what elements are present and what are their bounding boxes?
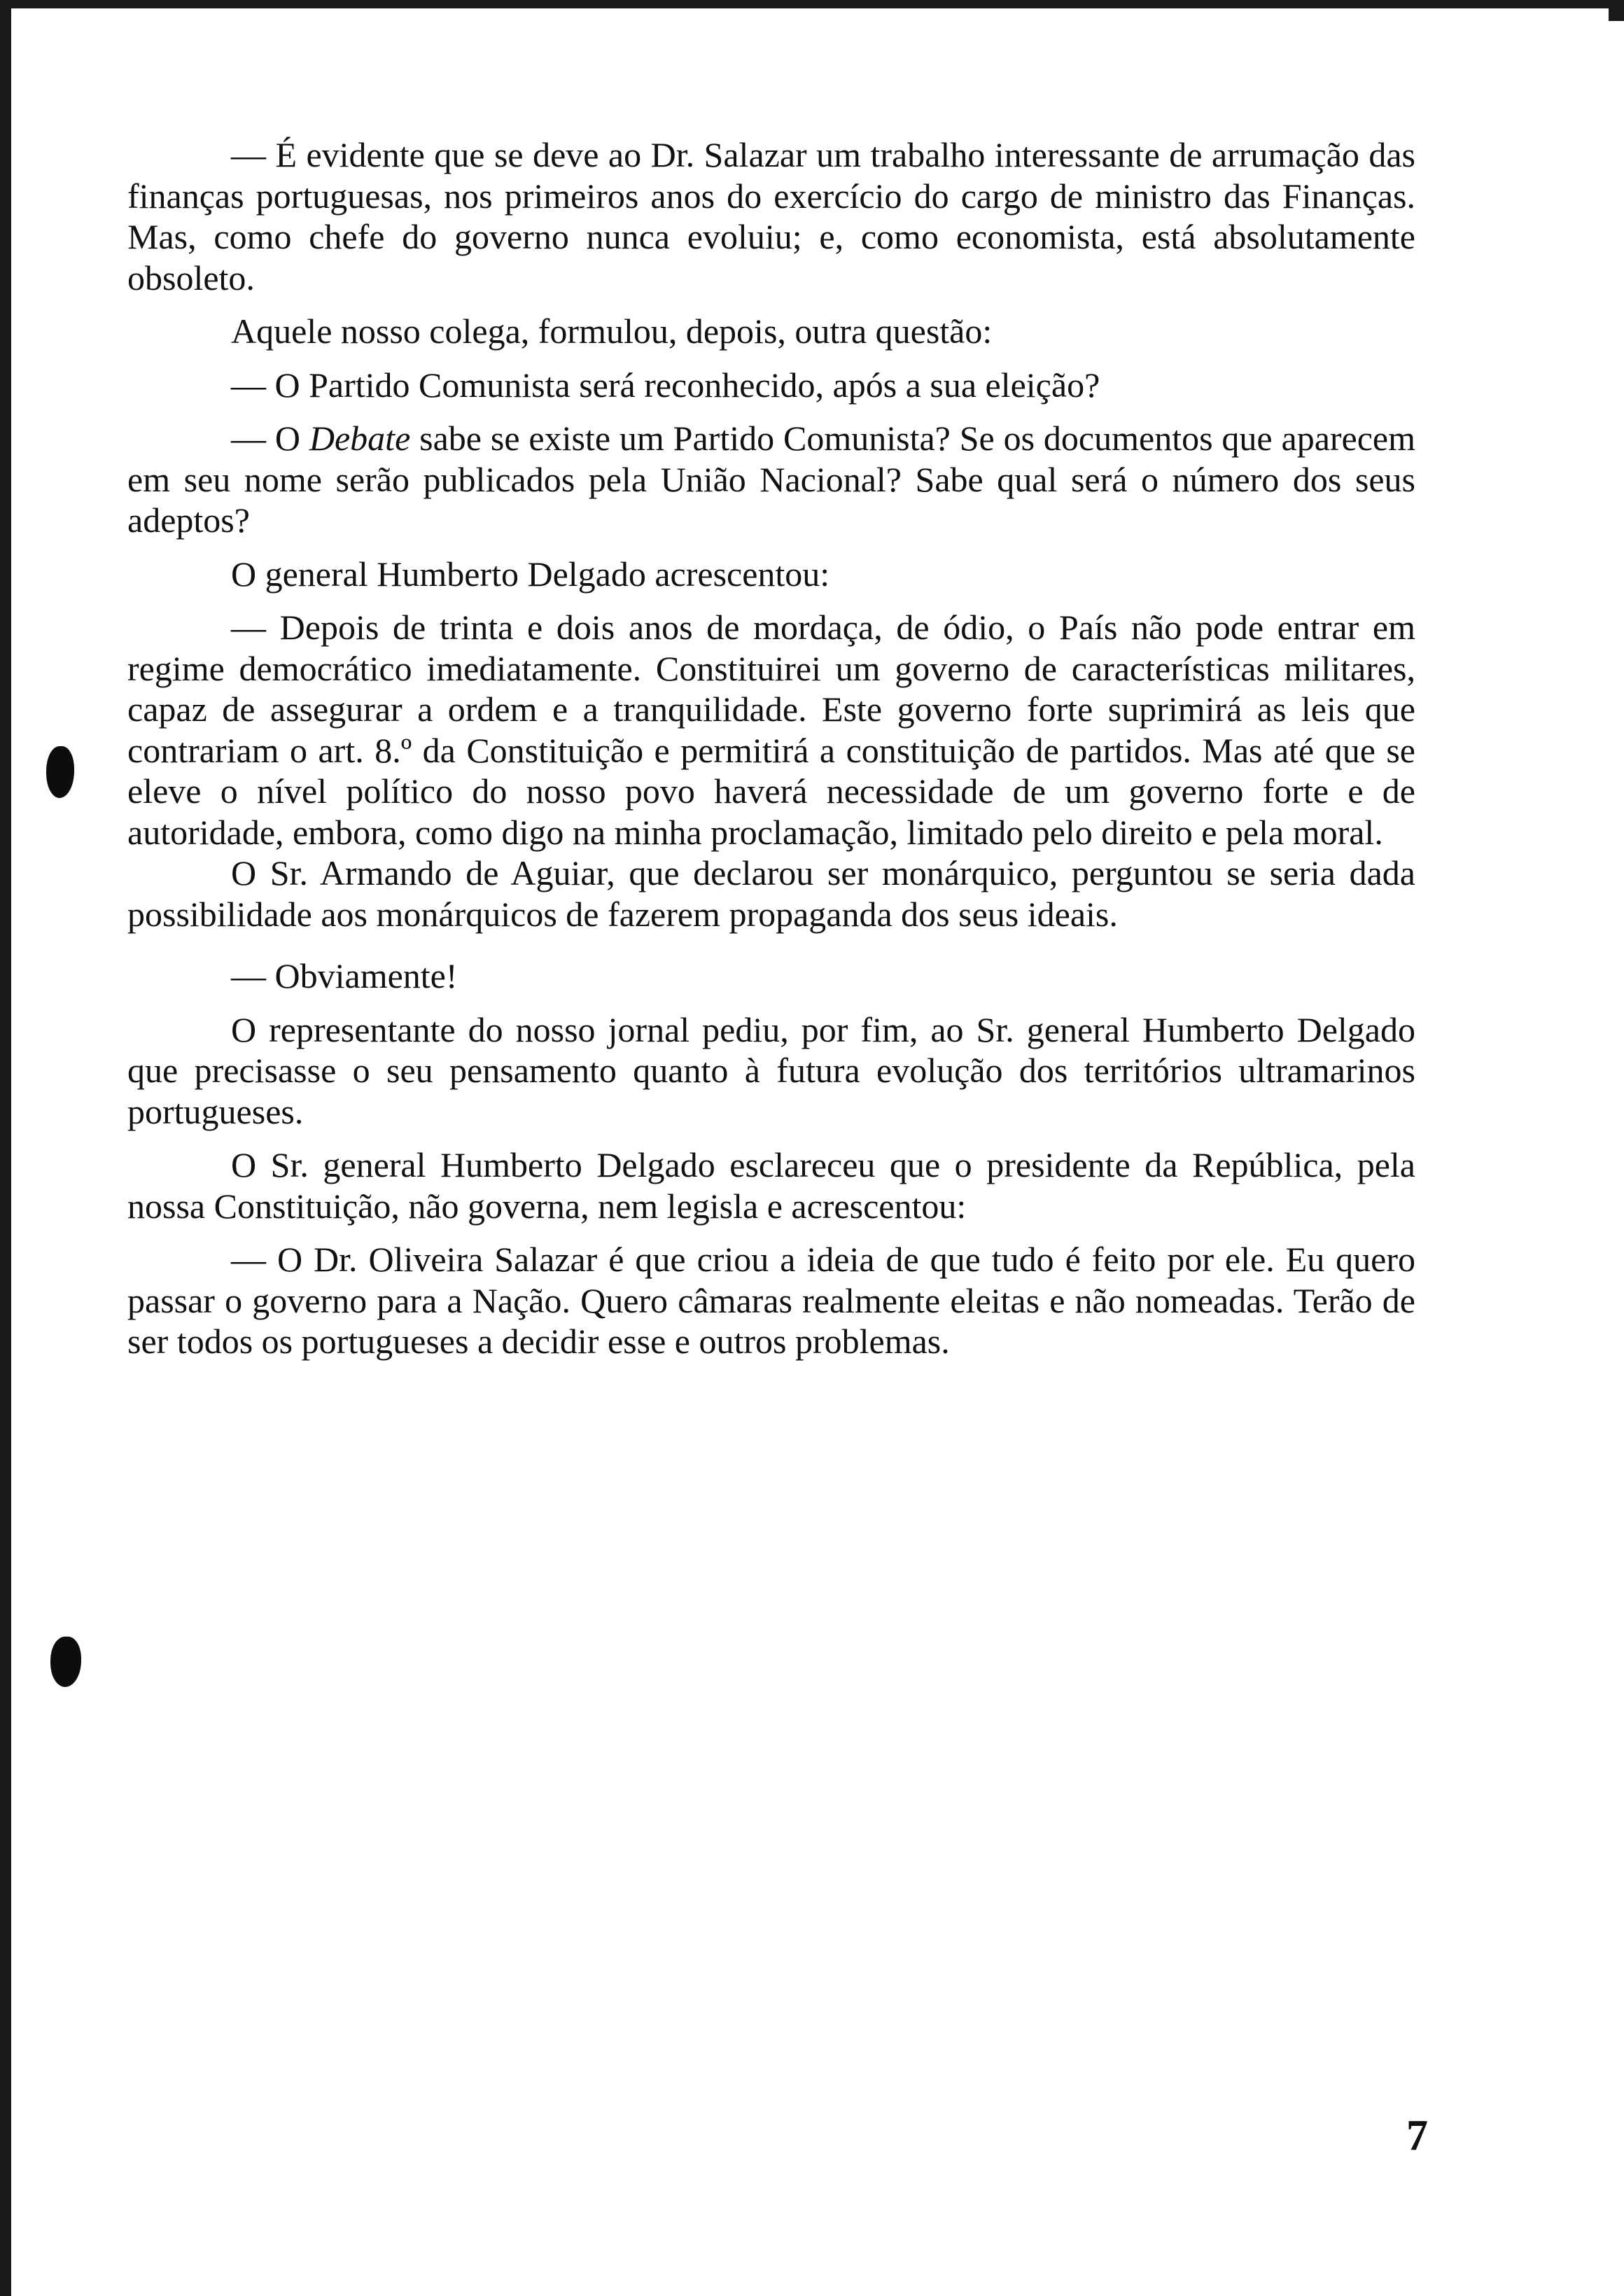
paragraph: Aquele nosso colega, formulou, depois, outra questão: bbox=[231, 312, 993, 351]
paragraph: — O Partido Comunista será reconhecido, após a sua eleição? bbox=[231, 365, 1100, 405]
ink-blot bbox=[46, 746, 74, 798]
body-text bbox=[127, 134, 1415, 1362]
paragraph: O Sr. general Humberto Delgado esclareceu que o presidente da República, pela nossa Constituição, não governa, nem legisla e acrescentou: bbox=[127, 1145, 1415, 1226]
paragraph: O general Humberto Delgado acrescentou: bbox=[231, 554, 830, 594]
ink-blot bbox=[50, 1637, 81, 1687]
paragraph: O representante do nosso jornal pediu, por fim, ao Sr. general Humberto Delgado que precisasse o seu pensamento quanto à futura evolução dos territórios ultramarinos portugueses. bbox=[127, 1009, 1415, 1131]
paragraph: — É evidente que se deve ao Dr. Salazar um trabalho interessante de arrumação das finanças portuguesas, nos primeiros anos do exercício do cargo de ministro das Finanças. Mas, como chefe do governo nunca evoluiu; e, como economista, está absolutamente obsoleto. bbox=[127, 135, 1415, 298]
paragraph: — Depois de trinta e dois anos de mordaça, de ódio, o País não pode entrar em regime democrático imediatamente. Constituirei um governo de características militares, capaz de assegurar a ordem e a tranquilidade. Este governo forte suprimirá as leis que contrariam o art. 8.º da Constituição e permitirá a constituição de partidos. Mas até que se eleve o nível político do nosso povo haverá necessidade de um governo forte e de autoridade, embora, como digo na minha proclamação, limitado pelo direito e pela moral. bbox=[127, 608, 1415, 852]
newspaper-name: Debate bbox=[309, 419, 411, 458]
text-run: sabe se existe um Partido Comunista? Se os documentos que aparecem em seu nome serão publicados pela União Nacional? Sabe qual será o número dos seus adeptos? bbox=[127, 419, 1416, 540]
scan-corner-mark bbox=[1609, 0, 1624, 21]
paragraph: — O Dr. Oliveira Salazar é que criou a ideia de que tudo é feito por ele. Eu quero passar o governo para a Nação. Quero câmaras realmente eleitas e não nomeadas. Terão de ser todos os portugueses a decidir esse e outros problemas. bbox=[127, 1240, 1415, 1361]
paragraph: O Sr. Armando de Aguiar, que declarou ser monárquico, perguntou se seria dada possibilidade aos monárquicos de fazerem propaganda dos seus ideais. bbox=[127, 853, 1415, 934]
text-run: — O bbox=[231, 419, 309, 458]
scan-left-edge bbox=[0, 0, 11, 2296]
page-number: 7 bbox=[1406, 2112, 1428, 2160]
scan-top-edge bbox=[0, 0, 1624, 8]
paragraph: — Obviamente! bbox=[231, 956, 458, 995]
paragraph bbox=[127, 418, 1415, 541]
